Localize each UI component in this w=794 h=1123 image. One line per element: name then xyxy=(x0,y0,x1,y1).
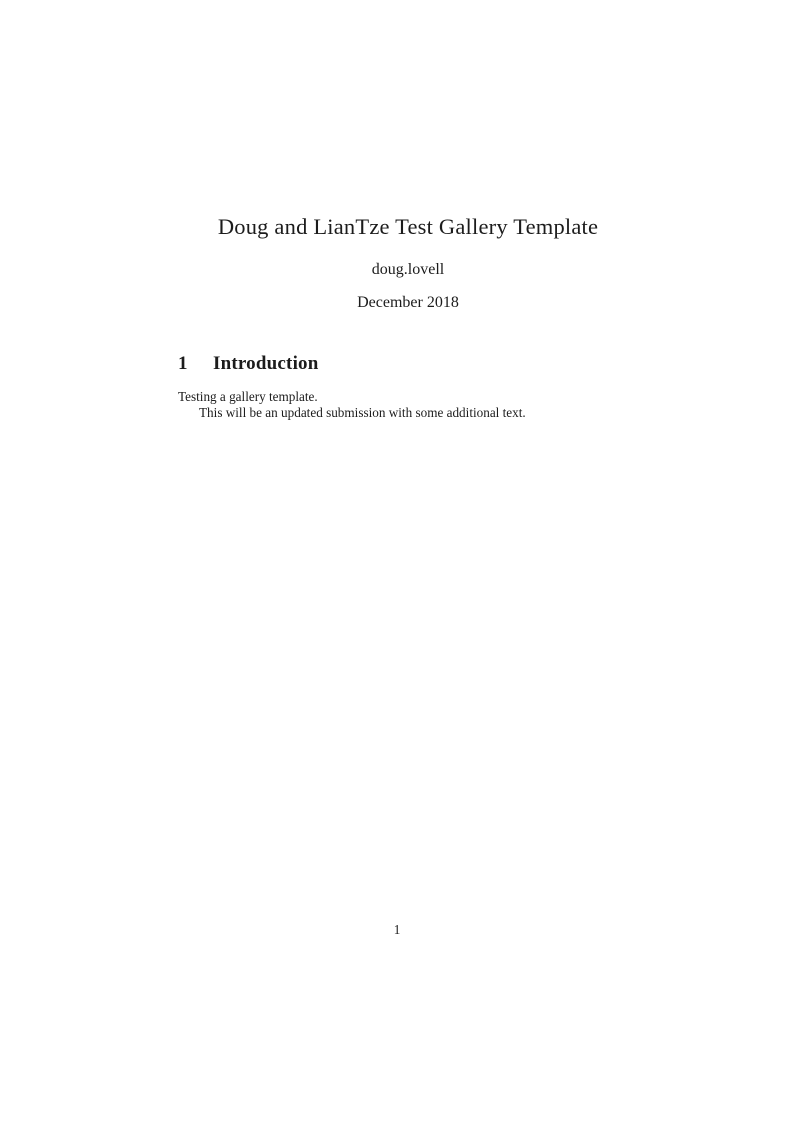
section-title: Introduction xyxy=(213,353,319,374)
page-number: 1 xyxy=(393,922,401,937)
document-author: doug.lovell xyxy=(371,261,445,278)
paragraph: Testing a gallery template. xyxy=(178,389,318,404)
text-block xyxy=(178,0,638,421)
document-title: Doug and LianTze Test Gallery Template xyxy=(217,214,599,239)
section-heading xyxy=(178,353,638,375)
section-number: 1 xyxy=(178,353,188,374)
document-date: December 2018 xyxy=(357,294,459,311)
section-body xyxy=(178,389,638,421)
title-block xyxy=(178,0,638,312)
paragraph: This will be an updated submission with some additional text. xyxy=(199,404,526,420)
